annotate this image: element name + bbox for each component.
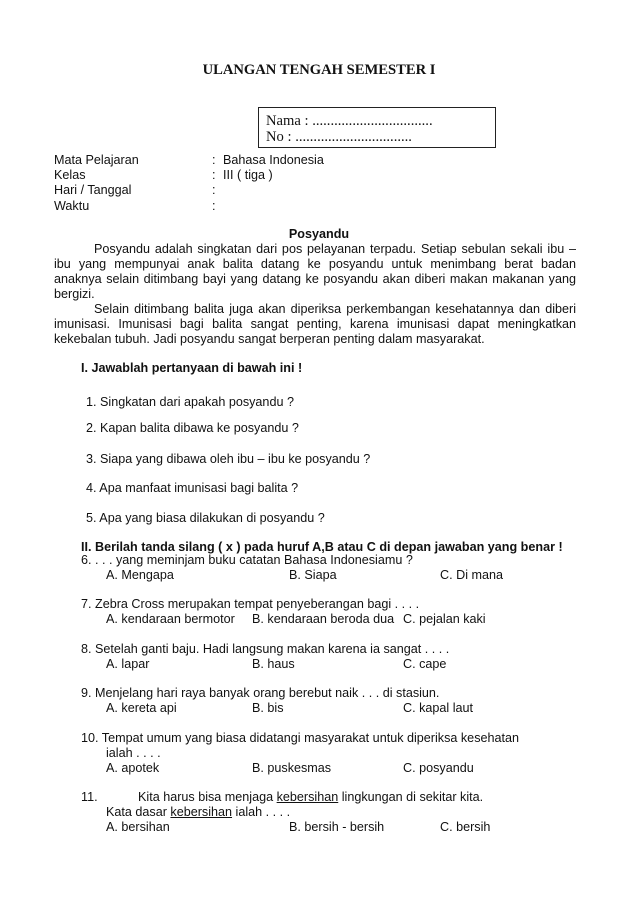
info-value: Bahasa Indonesia: [223, 153, 324, 167]
info-sep: :: [212, 168, 216, 182]
question-3: 3. Siapa yang dibawa oleh ibu – ibu ke posyandu ?: [86, 452, 371, 466]
question-6: 6. . . . yang meminjam buku catatan Bahasa Indonesiamu ?: [81, 553, 413, 567]
question-1: 1. Singkatan dari apakah posyandu ?: [86, 395, 294, 409]
option-c: C. posyandu: [403, 761, 474, 775]
info-sep: :: [212, 199, 216, 213]
option-a: A. apotek: [106, 761, 160, 775]
question-5: 5. Apa yang biasa dilakukan di posyandu ?: [86, 511, 325, 525]
section-1-heading: I. Jawablah pertanyaan di bawah ini !: [81, 361, 303, 375]
option-c: C. bersih: [440, 820, 491, 834]
page-title: ULANGAN TENGAH SEMESTER I: [202, 62, 436, 78]
question-11-cont: [106, 805, 290, 820]
q11-underlined-word: kebersihan: [170, 805, 233, 819]
q11-text: Kata dasar: [106, 805, 171, 819]
option-c: C. kapal laut: [403, 701, 474, 715]
question-4: 4. Apa manfaat imunisasi bagi balita ?: [86, 481, 299, 495]
info-label: Waktu: [54, 199, 90, 213]
name-field: Nama : .................................: [266, 113, 433, 129]
question-11-number: 11.: [81, 790, 98, 804]
question-10-cont: ialah . . . .: [106, 746, 161, 760]
option-a: A. bersihan: [106, 820, 170, 834]
info-value: III ( tiga ): [223, 168, 273, 182]
reading-text: [54, 242, 576, 347]
option-b: B. Siapa: [289, 568, 337, 582]
info-label: Hari / Tanggal: [54, 183, 132, 197]
number-field: No : ................................: [266, 129, 412, 145]
reading-paragraph: Selain ditimbang balita juga akan diperiksa perkembangan kesehatannya dan diberi imunisasi. Imunisasi bagi balita sangat penting, karena imunisasi dapat meningkatkan kekebalan tubuh. Jadi posyandu sangat berperan penting dalam masyarakat.: [54, 302, 576, 346]
q11-text: lingkungan di sekitar kita.: [338, 790, 484, 804]
option-b: B. kendaraan beroda dua: [252, 612, 395, 626]
option-c: C. pejalan kaki: [403, 612, 486, 626]
q11-text: ialah . . . .: [232, 805, 291, 819]
info-sep: :: [212, 153, 216, 167]
info-label: Kelas: [54, 168, 86, 182]
option-b: B. bersih - bersih: [289, 820, 385, 834]
question-9: 9. Menjelang hari raya banyak orang berebut naik . . . di stasiun.: [81, 686, 440, 700]
question-11: [138, 790, 483, 805]
q11-underlined-word: kebersihan: [276, 790, 339, 804]
option-c: C. cape: [403, 657, 447, 671]
info-sep: :: [212, 183, 216, 197]
section-2-heading: II. Berilah tanda silang ( x ) pada huruf A,B atau C di depan jawaban yang benar !: [81, 540, 563, 554]
reading-title: Posyandu: [288, 227, 350, 241]
q11-text: Kita harus bisa menjaga: [138, 790, 277, 804]
option-b: B. bis: [252, 701, 284, 715]
info-label: Mata Pelajaran: [54, 153, 139, 167]
option-a: A. Mengapa: [106, 568, 174, 582]
option-b: B. puskesmas: [252, 761, 332, 775]
question-2: 2. Kapan balita dibawa ke posyandu ?: [86, 421, 299, 435]
option-a: A. kereta api: [106, 701, 177, 715]
option-b: B. haus: [252, 657, 295, 671]
reading-paragraph: Posyandu adalah singkatan dari pos pelayanan terpadu. Setiap sebulan sekali ibu – ibu yang mempunyai anak balita datang ke posyandu untuk menimbang berat badan anaknya selain ditimbang bayi yang datang ke posyandu akan diberi makan makanan yang bergizi.: [54, 242, 576, 301]
option-c: C. Di mana: [440, 568, 503, 582]
question-10: 10. Tempat umum yang biasa didatangi masyarakat untuk diperiksa kesehatan: [81, 731, 520, 745]
option-a: A. kendaraan bermotor: [106, 612, 235, 626]
question-7: 7. Zebra Cross merupakan tempat penyeberangan bagi . . . .: [81, 597, 420, 611]
name-box: [258, 107, 496, 148]
question-8: 8. Setelah ganti baju. Hadi langsung makan karena ia sangat . . . .: [81, 642, 450, 656]
option-a: A. lapar: [106, 657, 150, 671]
